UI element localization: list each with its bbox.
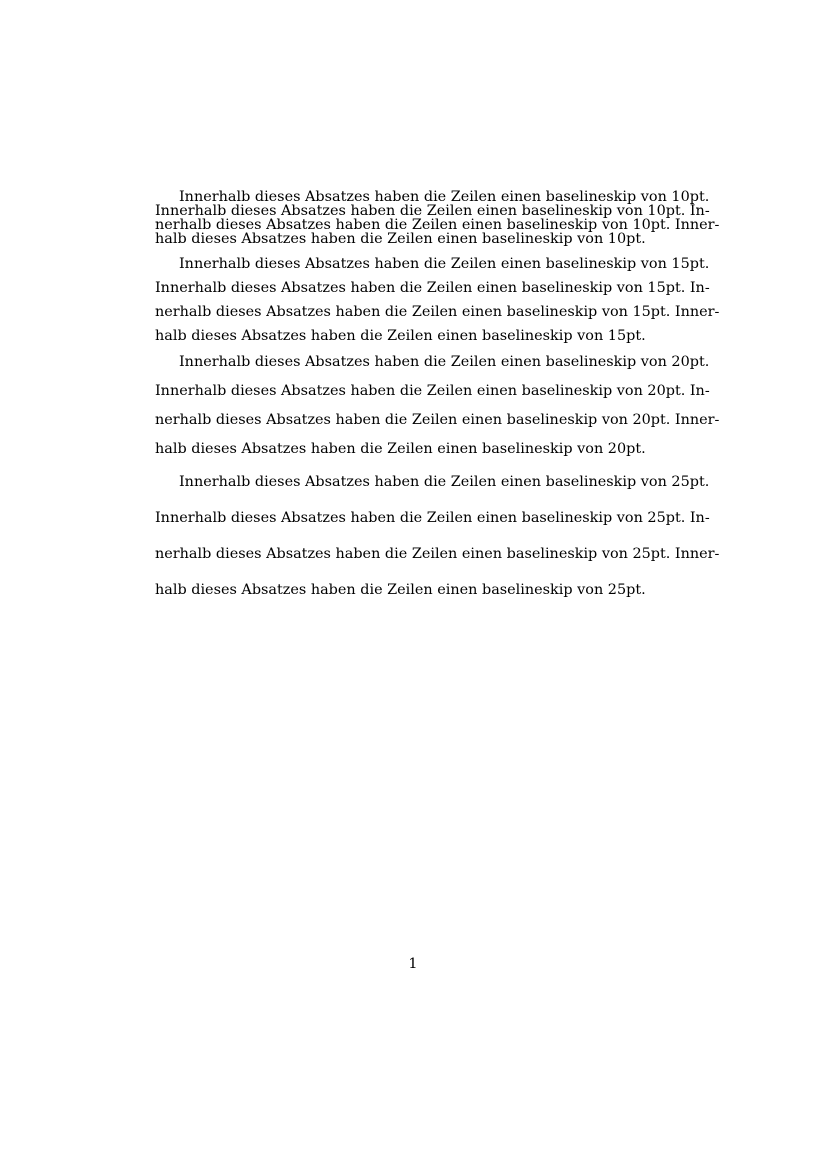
paragraph-baselineskip-10pt [155,189,720,247]
paragraph-line: Innerhalb dieses Absatzes haben die Zeilen einen baselineskip von 10pt. In- [155,203,710,219]
paragraph-line: nerhalb dieses Absatzes haben die Zeilen einen baselineskip von 15pt. Inner- [155,304,720,320]
paragraph-line: halb dieses Absatzes haben die Zeilen einen baselineskip von 15pt. [155,328,646,344]
paragraph-baselineskip-25pt [155,464,720,608]
page-number: 1 [408,956,418,972]
paragraph-line: Innerhalb dieses Absatzes haben die Zeilen einen baselineskip von 15pt. In- [155,280,710,296]
paragraph-line: nerhalb dieses Absatzes haben die Zeilen einen baselineskip von 25pt. Inner- [155,546,720,562]
paragraph-baselineskip-15pt [155,252,720,348]
paragraph-line: halb dieses Absatzes haben die Zeilen einen baselineskip von 25pt. [155,582,646,598]
paragraph-baselineskip-20pt [155,348,720,464]
paragraph-line: Innerhalb dieses Absatzes haben die Zeilen einen baselineskip von 20pt. In- [155,383,710,399]
paragraph-line: Innerhalb dieses Absatzes haben die Zeilen einen baselineskip von 25pt. In- [155,510,710,526]
paragraph-line: Innerhalb dieses Absatzes haben die Zeilen einen baselineskip von 25pt. [179,474,710,490]
paragraph-line: halb dieses Absatzes haben die Zeilen einen baselineskip von 10pt. [155,231,646,247]
paragraph-line: Innerhalb dieses Absatzes haben die Zeilen einen baselineskip von 15pt. [179,256,710,272]
paragraph-line: nerhalb dieses Absatzes haben die Zeilen einen baselineskip von 10pt. Inner- [155,217,720,233]
paragraph-line: halb dieses Absatzes haben die Zeilen einen baselineskip von 20pt. [155,441,646,457]
body-text [155,189,720,608]
paragraph-line: Innerhalb dieses Absatzes haben die Zeilen einen baselineskip von 20pt. [179,354,710,370]
paragraph-line: Innerhalb dieses Absatzes haben die Zeilen einen baselineskip von 10pt. [179,189,710,205]
paragraph-line: nerhalb dieses Absatzes haben die Zeilen einen baselineskip von 20pt. Inner- [155,412,720,428]
